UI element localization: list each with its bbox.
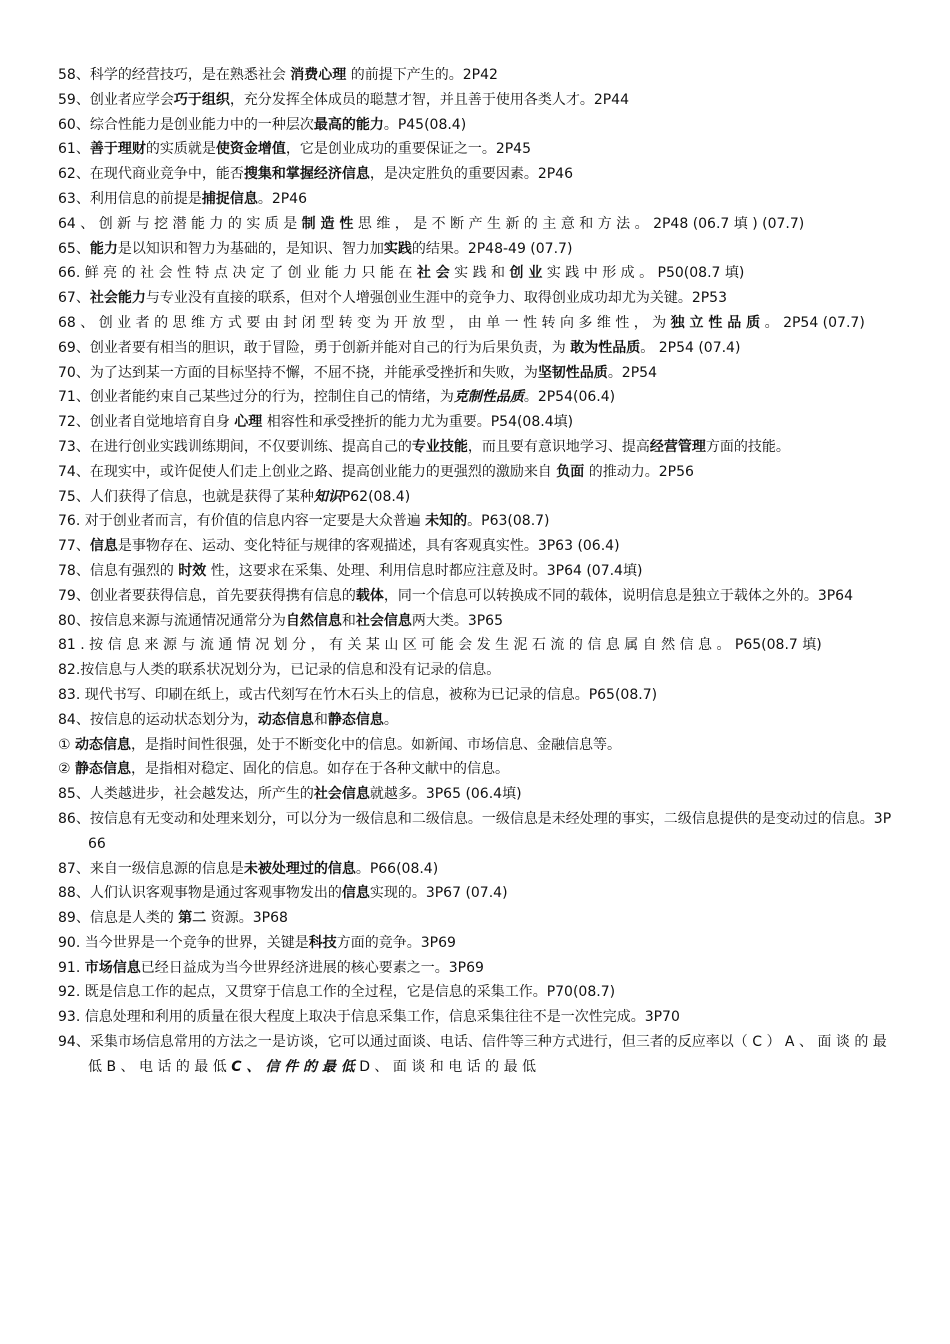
emphasized-answer: 捕捉信息 <box>201 190 258 207</box>
text-run: 实 践 和 <box>449 265 510 282</box>
list-item-question <box>58 336 892 361</box>
text-run: 资源。3P68 <box>206 910 288 927</box>
list-item-question <box>58 857 892 882</box>
emphasized-answer: 经营管理 <box>649 438 706 455</box>
text-run: 69、创业者要有相当的胆识，敢于冒险，勇于创新并能对自己的行为后果负责，为 <box>58 339 571 356</box>
text-run: ，而且要有意识地学习、提高 <box>467 438 650 455</box>
text-run: 方面的竞争。3P69 <box>336 934 456 951</box>
list-item-question <box>58 708 892 733</box>
text-run: 66. 鲜 亮 的 社 会 性 特 点 决 定 了 创 业 能 力 只 能 在 <box>58 265 417 282</box>
text-run: 90. 当今世界是一个竞争的世界，关键是 <box>58 934 309 951</box>
text-run: 方面的技能。 <box>705 438 790 455</box>
text-run: ，是指时间性很强，处于不断变化中的信息。如新闻、市场信息、金融信息等。 <box>131 736 622 753</box>
text-run: 68 、 创 业 者 的 思 维 方 式 要 由 封 闭 型 转 变 为 开 放 型 ， 由 单 一 性 转 向 多 维 性 ， 为 <box>58 314 671 331</box>
question-list <box>58 63 892 1080</box>
text-run: 87、来自一级信息源的信息是 <box>58 860 244 877</box>
list-item-question <box>58 633 892 658</box>
text-run: 74、在现实中，或许促使人们走上创业之路、提高创业能力的更强烈的激励来自 <box>58 463 557 480</box>
text-run: 73、在进行创业实践训练期间，不仅要训练、提高自己的 <box>58 438 412 455</box>
text-run: 性，这要求在采集、处理、利用信息时都应注意及时。3P64 (07.4填) <box>206 562 643 579</box>
text-run: 两大类。3P65 <box>411 612 503 629</box>
emphasized-answer: 静态信息 <box>75 761 132 778</box>
text-run: 。P45(08.4) <box>383 116 467 133</box>
text-run: 的前提下产生的。2P42 <box>346 67 498 83</box>
list-item-question <box>58 460 892 485</box>
list-item-question <box>58 162 892 187</box>
emphasized-answer: 第二 <box>178 910 207 927</box>
text-run: 。2P54 <box>607 364 657 381</box>
text-run: 80、按信息来源与流通情况通常分为 <box>58 612 286 629</box>
text-run: 71、创业者能约束自己某些过分的行为，控制住自己的情绪，为 <box>58 389 454 406</box>
list-item-question <box>58 906 892 931</box>
list-item-question <box>58 584 892 609</box>
list-item-question <box>58 410 892 435</box>
list-item-question <box>58 435 892 460</box>
list-item-question <box>58 609 892 634</box>
text-run: 61、 <box>58 141 90 158</box>
emphasized-answer: 市场信息 <box>84 959 141 976</box>
text-run: 的实质就是 <box>145 141 216 158</box>
emphasized-answer: C 、 信 件 的 最 低 <box>231 1058 355 1075</box>
text-run: 82.按信息与人类的联系状况划分为，已记录的信息和没有记录的信息。 <box>58 662 501 679</box>
text-run: D 、 面 谈 和 电 话 的 最 低 <box>354 1058 537 1075</box>
emphasized-answer: 时效 <box>178 562 207 579</box>
list-item-question <box>58 63 892 88</box>
emphasized-answer: 使资金增值 <box>215 141 286 158</box>
text-run: 62、在现代商业竞争中，能否 <box>58 166 244 183</box>
list-item-question <box>58 237 892 262</box>
emphasized-answer: 消费心理 <box>290 67 347 83</box>
text-run: 83. 现代书写、印刷在纸上，或古代刻写在竹木石头上的信息，被称为已记录的信息。P65(08.7) <box>58 686 658 703</box>
emphasized-answer: 独 立 性 品 质 <box>670 314 761 331</box>
text-run: 就越多。3P65 (06.4填) <box>369 786 522 803</box>
text-run: 思 维 ， 是 不 断 产 生 新 的 主 意 和 方 法 。 2P48 (06.7 填 ) (07.7) <box>353 215 805 232</box>
text-run: 65、 <box>58 240 90 257</box>
list-item-question <box>58 187 892 212</box>
text-run: P62(08.4) <box>341 488 411 505</box>
text-run: 81 . 按 信 息 来 源 与 流 通 情 况 划 分 ， 有 关 某 山 区 可 能 会 发 生 泥 石 流 的 信 息 属 自 然 信 息 。 P65(08.7 填) <box>58 637 822 654</box>
list-item-question <box>58 807 892 857</box>
emphasized-answer: 心理 <box>234 414 263 431</box>
text-run: 91. <box>58 959 85 976</box>
list-item-question <box>58 931 892 956</box>
text-run: 64 、 创 新 与 挖 潜 能 力 的 实 质 是 <box>58 215 302 232</box>
emphasized-answer: 克制性品质 <box>453 389 524 406</box>
text-run: 93. 信息处理和利用的质量在很大程度上取决于信息采集工作，信息采集往往不是一次性完成。3P70 <box>58 1009 680 1026</box>
emphasized-answer: 自然信息 <box>285 612 342 629</box>
text-run: 94、采集市场信息常用的方法之一是访谈，它可以通过面谈、电话、信件等三种方式进行，但三者的反应率以（ C ） A 、 面 谈 的 最 低 B 、 电 话 的 最 低 <box>58 1034 887 1075</box>
list-item-question <box>58 658 892 683</box>
text-run: 92. 既是信息工作的起点，又贯穿于信息工作的全过程，它是信息的采集工作。P70(08.7) <box>58 984 616 1001</box>
emphasized-answer: 未知的 <box>425 513 468 530</box>
text-run: 。 2P54 (07.4) <box>640 339 741 356</box>
list-item-question <box>58 385 892 410</box>
text-run: 86、按信息有无变动和处理来划分，可以分为一级信息和二级信息。一级信息是未经处理的事实，二级信息提供的是变动过的信息。3P66 <box>58 810 892 852</box>
list-item-question <box>58 559 892 584</box>
list-item-question <box>58 1005 892 1030</box>
emphasized-answer: 实践 <box>383 240 412 257</box>
text-run: 78、信息有强烈的 <box>58 562 179 579</box>
text-run: ② <box>58 761 76 778</box>
list-item-question <box>58 782 892 807</box>
emphasized-answer: 制 造 性 <box>301 215 354 232</box>
text-run: 和 <box>341 612 356 629</box>
text-run: 相容性和承受挫折的能力尤为重要。P54(08.4填) <box>262 414 574 431</box>
text-run: 85、人类越进步，社会越发达，所产生的 <box>58 786 314 803</box>
list-item-question <box>58 113 892 138</box>
emphasized-answer: 社会信息 <box>355 612 412 629</box>
list-item-question <box>58 980 892 1005</box>
emphasized-answer: 坚韧性品质 <box>537 364 608 381</box>
text-run: 84、按信息的运动状态划分为， <box>58 711 258 728</box>
list-item-question <box>58 212 892 237</box>
text-run: 89、信息是人类的 <box>58 910 179 927</box>
list-item-question <box>58 1030 892 1080</box>
list-item-question <box>58 286 892 311</box>
emphasized-answer: 科技 <box>308 934 337 951</box>
text-run: 实现的。3P67 (07.4) <box>369 885 508 902</box>
emphasized-answer: 巧于组织 <box>173 91 230 108</box>
emphasized-answer: 创 业 <box>509 265 543 282</box>
list-item-question <box>58 88 892 113</box>
text-run: 63、利用信息的前提是 <box>58 190 202 207</box>
text-run: ，是决定胜负的重要因素。2P46 <box>369 166 573 183</box>
list-item-question <box>58 683 892 708</box>
text-run: ，同一个信息可以转换成不同的载体，说明信息是独立于载体之外的。3P64 <box>383 587 853 604</box>
emphasized-answer: 动态信息 <box>257 711 314 728</box>
text-run: 77、 <box>58 538 90 555</box>
text-run: ，它是创业成功的重要保证之一。2P45 <box>285 141 531 158</box>
emphasized-answer: 善于理财 <box>89 141 146 158</box>
text-run: 和 <box>313 711 328 728</box>
emphasized-answer: 能力 <box>89 240 118 257</box>
emphasized-answer: 动态信息 <box>75 736 132 753</box>
text-run: 的结果。2P48-49 (07.7) <box>411 240 573 257</box>
list-item-sub-definition <box>58 757 892 782</box>
text-run: 75、人们获得了信息，也就是获得了某种 <box>58 488 314 505</box>
emphasized-answer: 负面 <box>556 463 585 480</box>
emphasized-answer: 社会信息 <box>313 786 370 803</box>
text-run: 。 <box>383 711 398 728</box>
text-run: ，是指相对稳定、固化的信息。如存在于各种文献中的信息。 <box>131 761 510 778</box>
text-run: 是事物存在、运动、变化特征与规律的客观描述，具有客观真实性。3P63 (06.4) <box>117 538 620 555</box>
text-run: 79、创业者要获得信息，首先要获得携有信息的 <box>58 587 356 604</box>
text-run: 。 2P54 (07.7) <box>760 314 865 331</box>
list-item-question <box>58 534 892 559</box>
text-run: 70、为了达到某一方面的目标坚持不懈，不屈不挠，并能承受挫折和失败，为 <box>58 364 538 381</box>
emphasized-answer: 搜集和掌握经济信息 <box>243 166 370 183</box>
text-run: 67、 <box>58 290 90 307</box>
list-item-question <box>58 261 892 286</box>
text-run: 是以知识和智力为基础的，是知识、智力加 <box>117 240 384 257</box>
text-run: ，充分发挥全体成员的聪慧才智，并且善于使用各类人才。2P44 <box>229 91 629 108</box>
emphasized-answer: 信息 <box>341 885 370 902</box>
text-run: ① <box>58 736 76 753</box>
text-run: 实 践 中 形 成 。 P50(08.7 填) <box>542 265 745 282</box>
text-run: 88、人们认识客观事物是通过客观事物发出的 <box>58 885 342 902</box>
list-item-question <box>58 485 892 510</box>
list-item-question <box>58 361 892 386</box>
list-item-question <box>58 311 892 336</box>
text-run: 58、科学的经营技巧，是在熟悉社会 <box>58 67 291 83</box>
text-run: 59、创业者应学会 <box>58 91 174 108</box>
text-run: 72、创业者自觉地培育自身 <box>58 414 235 431</box>
emphasized-answer: 静态信息 <box>327 711 384 728</box>
emphasized-answer: 信息 <box>89 538 118 555</box>
text-run: 与专业没有直接的联系，但对个人增强创业生涯中的竞争力、取得创业成功却尤为关键。2P53 <box>145 290 727 307</box>
text-run: 60、综合性能力是创业能力中的一种层次 <box>58 116 314 133</box>
list-item-question <box>58 137 892 162</box>
list-item-question <box>58 956 892 981</box>
text-run: 的推动力。2P56 <box>584 463 694 480</box>
text-run: 。2P54(06.4) <box>523 389 616 406</box>
list-item-sub-definition <box>58 733 892 758</box>
emphasized-answer: 专业技能 <box>411 438 468 455</box>
emphasized-answer: 载体 <box>355 587 384 604</box>
emphasized-answer: 社 会 <box>416 265 450 282</box>
list-item-question <box>58 509 892 534</box>
emphasized-answer: 最高的能力 <box>313 116 384 133</box>
emphasized-answer: 敢为性品质 <box>570 339 641 356</box>
emphasized-answer: 知识 <box>313 488 342 505</box>
text-run: 已经日益成为当今世界经济进展的核心要素之一。3P69 <box>140 959 484 976</box>
emphasized-answer: 未被处理过的信息 <box>243 860 356 877</box>
text-run: 。P63(08.7) <box>467 513 550 530</box>
text-run: 76. 对于创业者而言，有价值的信息内容一定要是大众普遍 <box>58 513 426 530</box>
emphasized-answer: 社会能力 <box>89 290 146 307</box>
text-run: 。2P46 <box>257 190 307 207</box>
list-item-question <box>58 881 892 906</box>
text-run: 。P66(08.4) <box>355 860 439 877</box>
